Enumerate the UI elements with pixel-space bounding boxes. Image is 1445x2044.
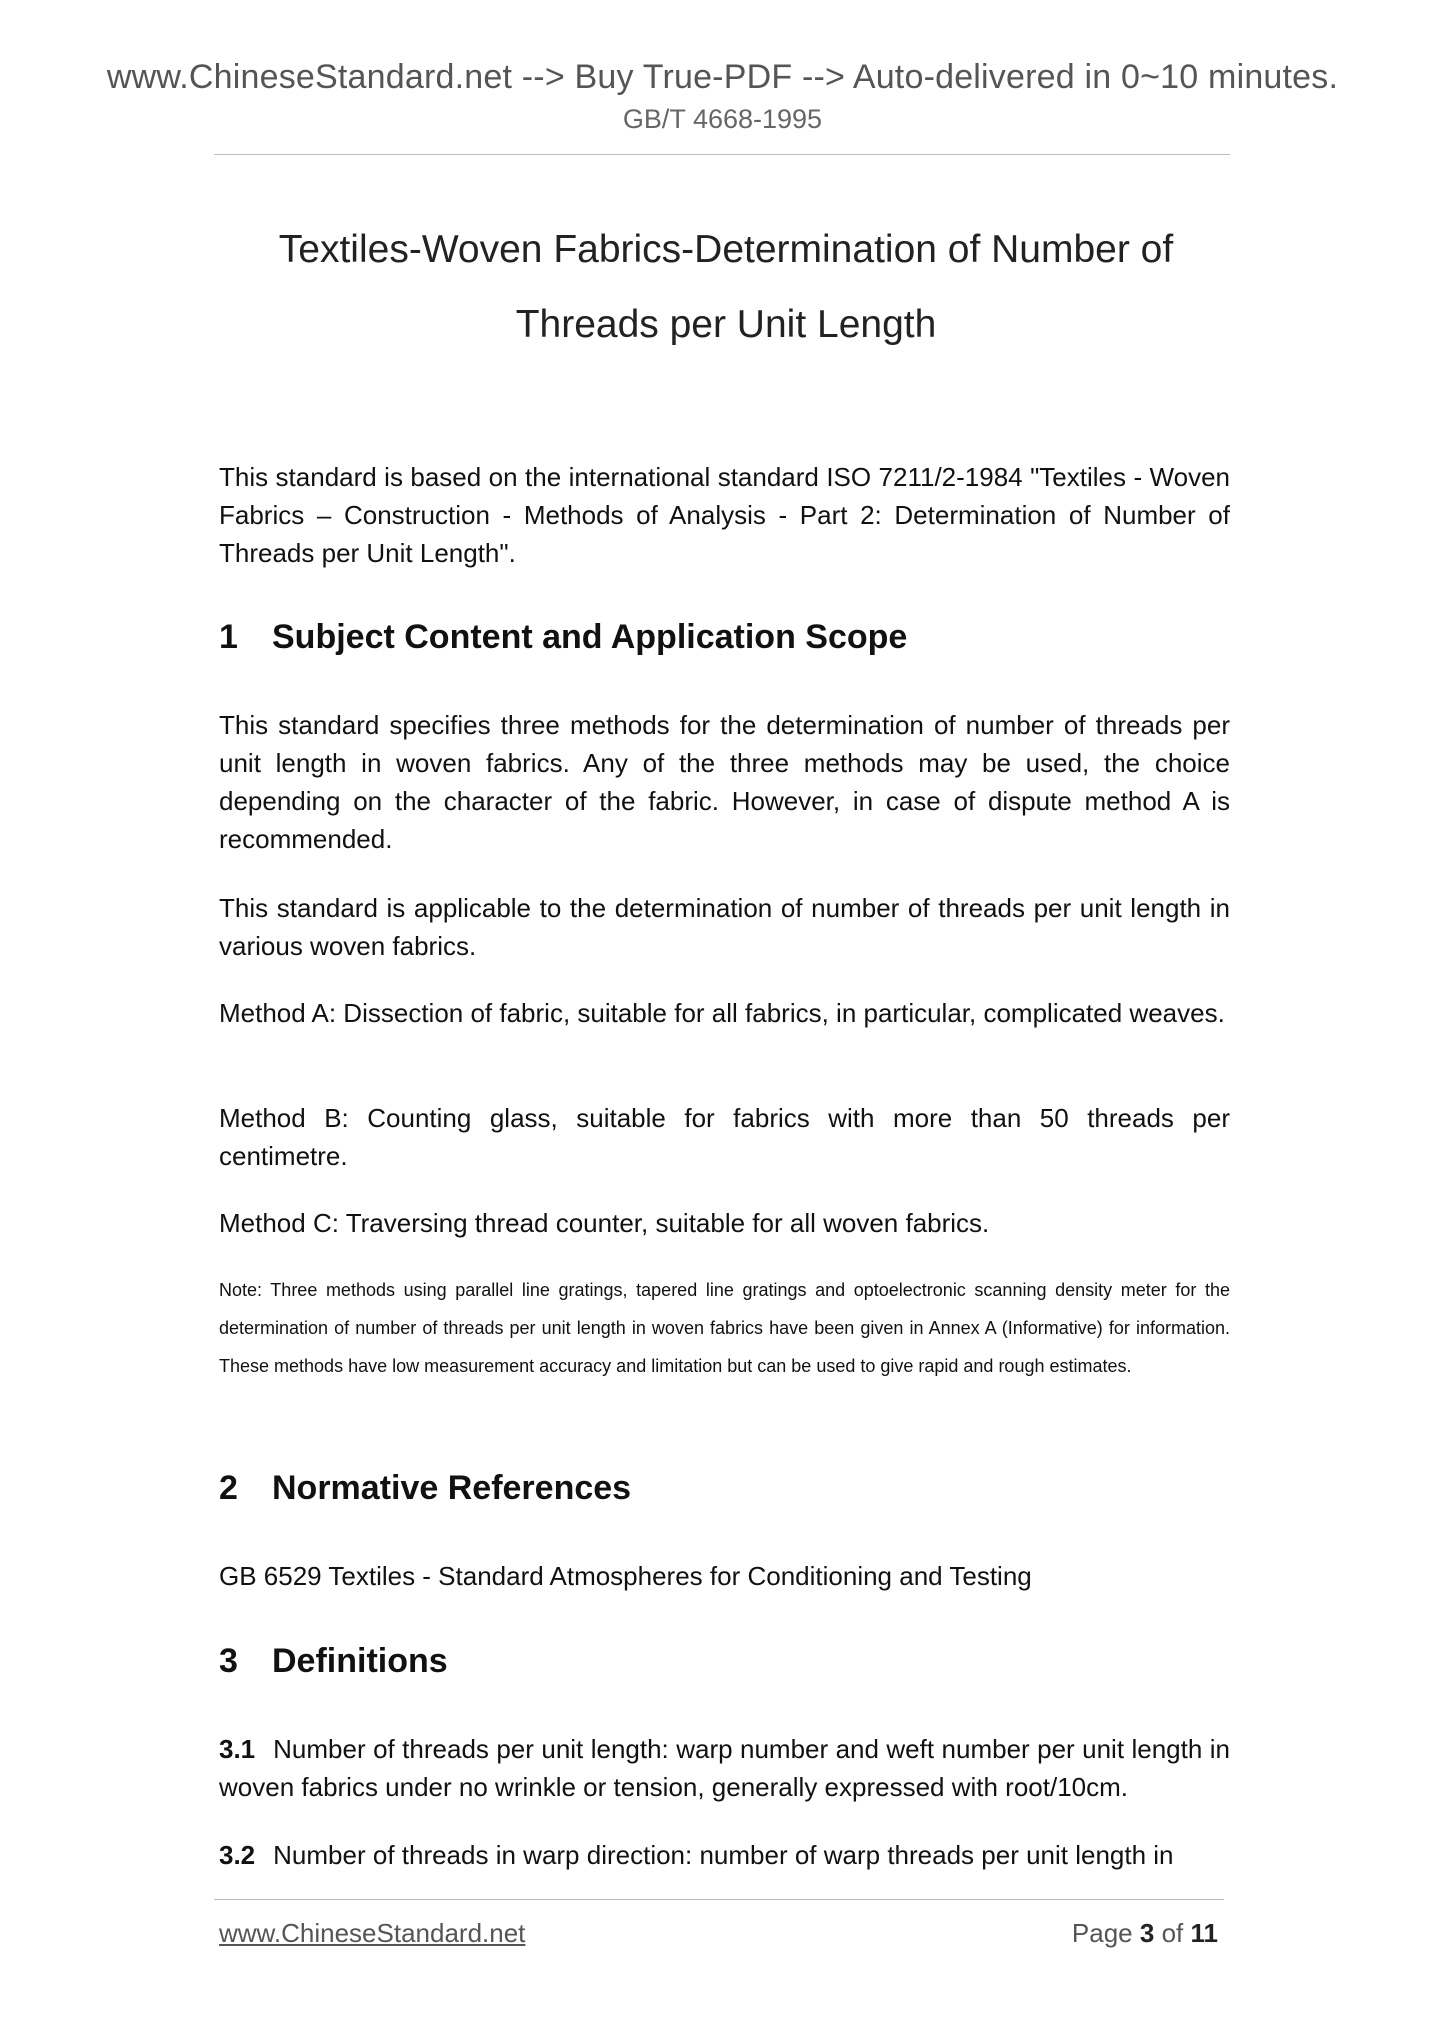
section-2-heading (219, 1469, 631, 1508)
page-label: Page (1071, 1918, 1133, 1948)
footer-site-link[interactable]: www.ChineseStandard.net (219, 1918, 526, 1948)
note-wrap (219, 1271, 1230, 1385)
section-1-body (219, 706, 1230, 858)
clause-3-2-paragraph (219, 1836, 1230, 1874)
section-3-title: Definitions (272, 1642, 448, 1680)
section-2-title: Normative References (272, 1469, 632, 1507)
method-a-wrap (219, 994, 1230, 1032)
section-1-number: 1 (219, 618, 238, 656)
section-1-paragraph-2: This standard is applicable to the determination of number of threads per unit length in various woven fabrics. (219, 893, 1230, 961)
clause-3-1-paragraph (219, 1730, 1230, 1806)
section-1-heading (219, 618, 907, 657)
header-banner: www.ChineseStandard.net --> Buy True-PDF --> Auto-delivered in 0~10 minutes. (106, 58, 1339, 96)
method-c-wrap (219, 1204, 1230, 1242)
title-line-2: Threads per Unit Length (515, 303, 937, 346)
note: Note: Three methods using parallel line gratings, tapered line gratings and optoelectronic scanning density meter for the determination of number of threads per unit length in woven fabrics have been given in Annex A (Informative) for information. These methods have low measurement accuracy and limitation but can be used to give rapid and rough estimates. (219, 1280, 1230, 1376)
page-of: of (1161, 1918, 1184, 1948)
normative-reference: GB 6529 Textiles - Standard Atmospheres for Conditioning and Testing (219, 1561, 1032, 1591)
clause-3-2-number: 3.2 (219, 1840, 256, 1870)
normative-reference-wrap (219, 1557, 1230, 1595)
page-indicator (1072, 1918, 1218, 1949)
clause-3-2-text: Number of threads in warp direction: number of warp threads per unit length in (273, 1840, 1174, 1870)
method-b: Method B: Counting glass, suitable for fabrics with more than 50 threads per centimetre. (219, 1103, 1230, 1171)
clause-3-1-text: Number of threads per unit length: warp number and weft number per unit length in woven fabrics under no wrinkle or tension, generally expressed with root/10cm. (219, 1734, 1230, 1802)
clause-3-1-number: 3.1 (219, 1734, 256, 1764)
header-divider (214, 154, 1230, 155)
section-1-paragraph-2-wrap (219, 889, 1230, 965)
intro-paragraph (219, 458, 1230, 572)
section-3-number: 3 (219, 1642, 238, 1680)
method-c: Method C: Traversing thread counter, suitable for all woven fabrics. (219, 1208, 990, 1238)
title-line-1: Textiles-Woven Fabrics-Determination of Number of (278, 228, 1174, 271)
section-1-title: Subject Content and Application Scope (272, 618, 908, 656)
document-title (220, 212, 1232, 362)
page-total: 11 (1190, 1918, 1218, 1948)
clause-3-1 (219, 1730, 1230, 1806)
section-2-number: 2 (219, 1469, 238, 1507)
section-1-paragraph-1: This standard specifies three methods for the determination of number of threads per unit length in woven fabrics. Any of the three methods may be used, the choice depending on the character of the fabric. However, in case of dispute method A is recommended. (219, 710, 1230, 854)
clause-3-2 (219, 1836, 1230, 1874)
method-a: Method A: Dissection of fabric, suitable for all fabrics, in particular, complicated weaves. (219, 998, 1225, 1028)
footer-divider (214, 1899, 1224, 1900)
method-b-wrap (219, 1099, 1230, 1175)
page-current: 3 (1139, 1918, 1155, 1948)
intro-text: This standard is based on the international standard ISO 7211/2-1984 "Textiles - Woven Fabrics – Construction - Methods of Analysis - Part 2: Determination of Number of Threads per Unit Length". (219, 462, 1230, 568)
document-id: GB/T 4668-1995 (622, 104, 823, 134)
section-3-heading (219, 1642, 448, 1681)
